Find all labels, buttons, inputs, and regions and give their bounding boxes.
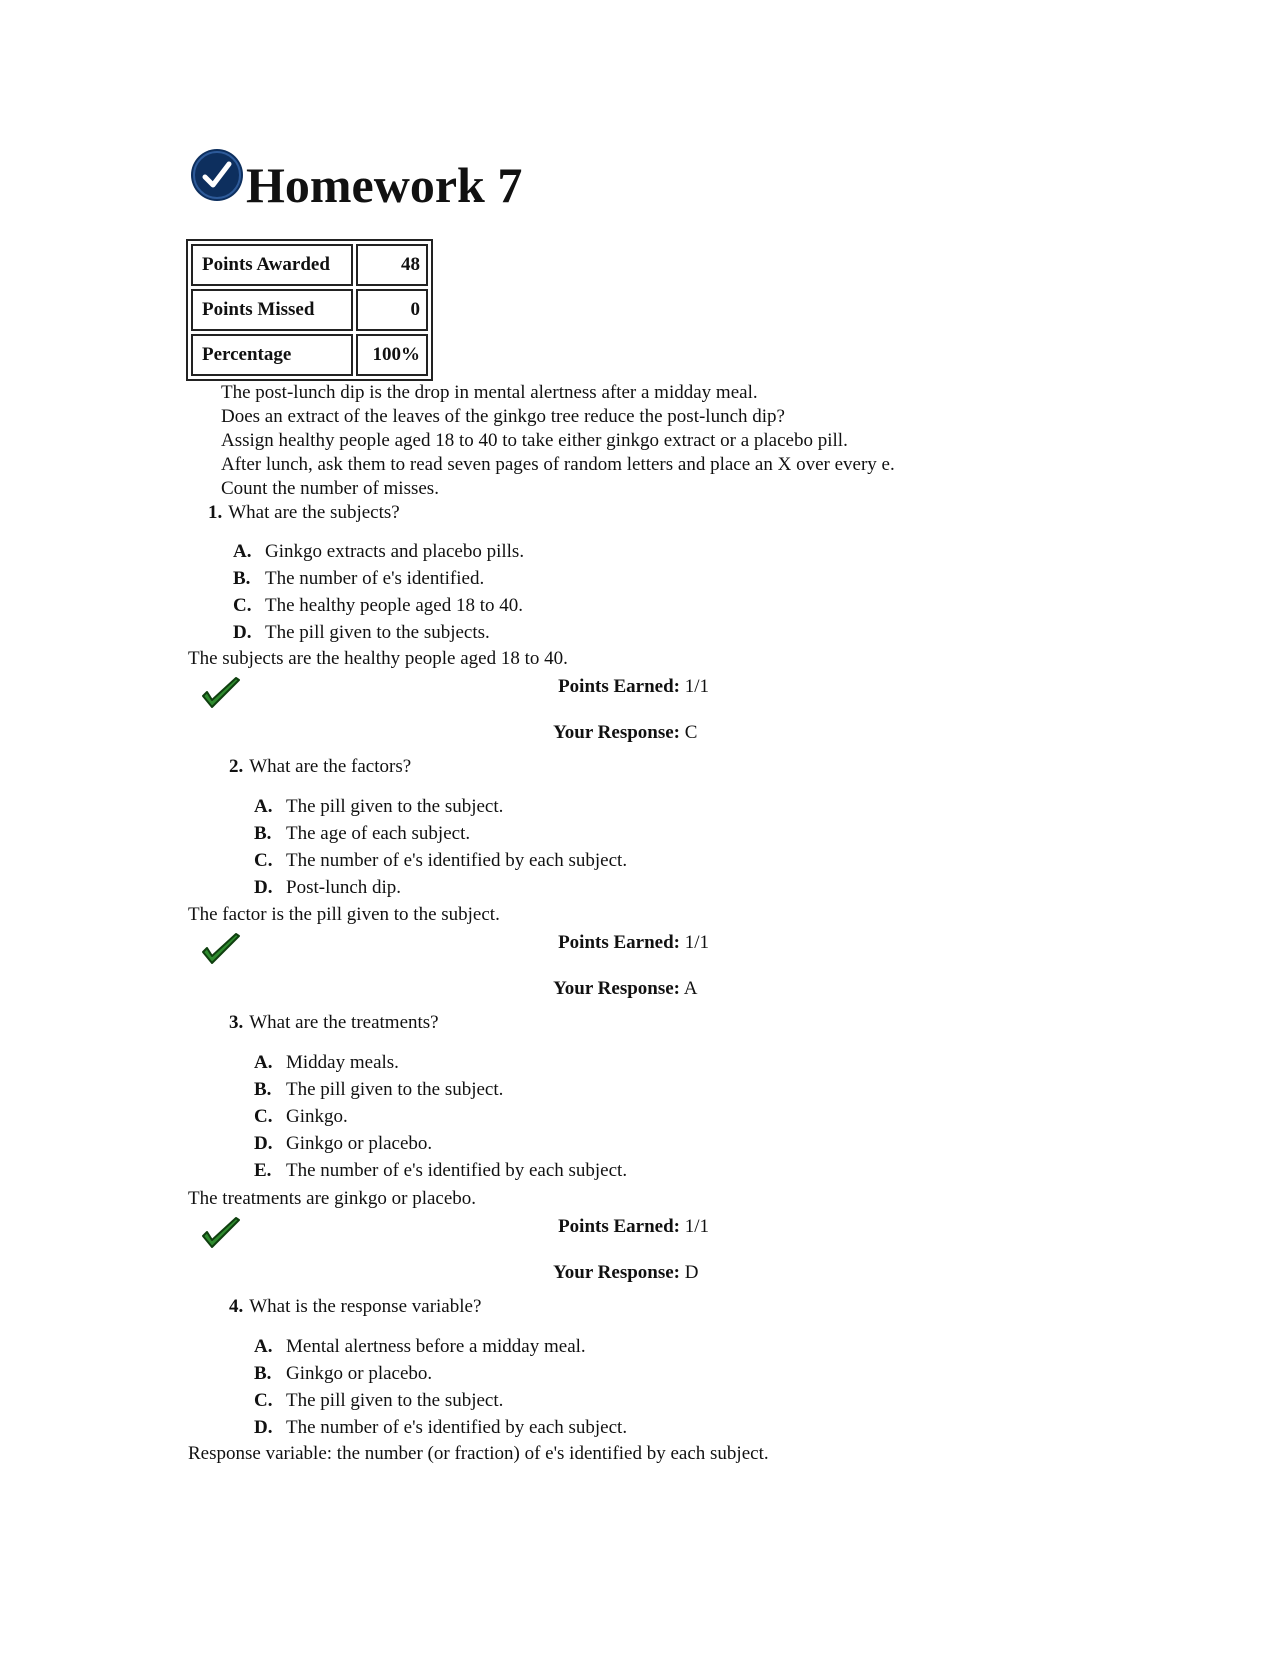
option-item <box>254 793 627 820</box>
points-earned <box>538 1216 709 1238</box>
option-item <box>254 847 627 874</box>
question-1 <box>208 502 400 524</box>
option-item <box>233 565 524 592</box>
your-response-value: D <box>684 1262 699 1283</box>
option-text: Post-lunch dip. <box>286 877 402 898</box>
option-item <box>254 1076 627 1103</box>
points-earned-label: Points Earned: <box>558 1216 680 1237</box>
option-text: The age of each subject. <box>286 823 471 844</box>
score-value: 100% <box>356 334 428 376</box>
points-earned <box>538 932 709 954</box>
question-2 <box>229 756 411 778</box>
points-earned-value: 1/1 <box>684 1216 710 1237</box>
option-letter: D. <box>254 1417 273 1438</box>
question-number: 2. <box>229 756 244 777</box>
option-letter: C. <box>254 1390 273 1411</box>
score-row <box>191 334 428 376</box>
score-value: 48 <box>356 244 428 286</box>
page-title: Homework 7 <box>246 157 523 213</box>
option-letter: A. <box>254 1052 273 1073</box>
option-text: Ginkgo extracts and placebo pills. <box>265 541 525 562</box>
option-item <box>254 1414 627 1441</box>
score-label: Points Missed <box>191 289 353 331</box>
intro-line: The post-lunch dip is the drop in mental alertness after a midday meal. <box>221 382 758 403</box>
option-text: Ginkgo. <box>286 1106 348 1127</box>
question-number: 1. <box>208 502 223 523</box>
option-text: The number of e's identified by each subject. <box>286 850 628 871</box>
your-response-value: C <box>684 722 698 743</box>
option-text: Ginkgo or placebo. <box>286 1133 433 1154</box>
your-response <box>538 722 697 744</box>
option-text: The number of e's identified by each subject. <box>286 1417 628 1438</box>
option-letter: B. <box>233 568 251 589</box>
option-letter: B. <box>254 1363 272 1384</box>
options-2 <box>254 793 627 901</box>
option-item <box>254 820 627 847</box>
score-table <box>186 239 433 381</box>
option-item <box>254 1157 627 1184</box>
correct-check-icon <box>200 676 242 712</box>
option-text: The healthy people aged 18 to 40. <box>265 595 524 616</box>
option-text: The number of e's identified by each subject. <box>286 1160 628 1181</box>
score-row <box>191 244 428 286</box>
question-text: What are the factors? <box>249 756 412 777</box>
points-earned <box>538 676 709 698</box>
points-earned-value: 1/1 <box>684 676 710 697</box>
intro-line: Assign healthy people aged 18 to 40 to take either ginkgo extract or a placebo pill. <box>221 430 848 451</box>
option-letter: D. <box>254 877 273 898</box>
option-letter: A. <box>233 541 252 562</box>
intro-line: After lunch, ask them to read seven pages of random letters and place an X over every e. <box>221 454 895 475</box>
option-text: Mental alertness before a midday meal. <box>286 1336 586 1357</box>
option-item <box>254 1103 627 1130</box>
option-letter: A. <box>254 796 273 817</box>
correct-check-icon <box>200 1216 242 1252</box>
points-earned-value: 1/1 <box>684 932 710 953</box>
option-item <box>254 874 627 901</box>
checkmark-badge-icon <box>190 148 244 202</box>
options-4 <box>254 1333 627 1441</box>
option-item <box>254 1333 627 1360</box>
question-text: What is the response variable? <box>249 1296 482 1317</box>
option-letter: B. <box>254 1079 272 1100</box>
option-text: Ginkgo or placebo. <box>286 1363 433 1384</box>
option-item <box>254 1049 627 1076</box>
score-label: Percentage <box>191 334 353 376</box>
points-earned-label: Points Earned: <box>558 676 680 697</box>
question-4 <box>229 1296 481 1318</box>
correct-check-icon <box>200 932 242 968</box>
your-response-label: Your Response: <box>553 978 680 999</box>
question-number: 3. <box>229 1012 244 1033</box>
question-text: What are the subjects? <box>228 502 400 523</box>
option-text: The pill given to the subject. <box>286 1079 504 1100</box>
intro-text <box>221 381 895 501</box>
intro-line: Does an extract of the leaves of the ginkgo tree reduce the post-lunch dip? <box>221 406 785 427</box>
explanation: The treatments are ginkgo or placebo. <box>188 1188 477 1209</box>
option-text: The pill given to the subjects. <box>265 622 490 643</box>
option-letter: C. <box>233 595 252 616</box>
option-item <box>254 1130 627 1157</box>
option-text: The pill given to the subject. <box>286 1390 504 1411</box>
intro-line: Count the number of misses. <box>221 478 439 499</box>
option-item <box>233 619 524 646</box>
option-letter: A. <box>254 1336 273 1357</box>
option-text: The number of e's identified. <box>265 568 485 589</box>
option-letter: E. <box>254 1160 272 1181</box>
score-label: Points Awarded <box>191 244 353 286</box>
question-number: 4. <box>229 1296 244 1317</box>
question-3 <box>229 1012 439 1034</box>
option-item <box>254 1387 627 1414</box>
option-item <box>233 538 524 565</box>
option-item <box>233 592 524 619</box>
option-letter: D. <box>254 1133 273 1154</box>
option-letter: C. <box>254 850 273 871</box>
points-earned-label: Points Earned: <box>558 932 680 953</box>
your-response <box>538 978 697 1000</box>
option-text: Midday meals. <box>286 1052 399 1073</box>
score-row <box>191 289 428 331</box>
explanation: Response variable: the number (or fraction) of e's identified by each subject. <box>188 1443 769 1464</box>
question-text: What are the treatments? <box>249 1012 439 1033</box>
your-response-label: Your Response: <box>553 722 680 743</box>
option-letter: C. <box>254 1106 273 1127</box>
your-response-label: Your Response: <box>553 1262 680 1283</box>
your-response <box>538 1262 698 1284</box>
explanation: The factor is the pill given to the subject. <box>188 904 500 925</box>
explanation: The subjects are the healthy people aged 18 to 40. <box>188 648 568 669</box>
option-text: The pill given to the subject. <box>286 796 504 817</box>
options-1 <box>233 538 524 646</box>
options-3 <box>254 1049 627 1184</box>
option-letter: B. <box>254 823 272 844</box>
score-value: 0 <box>356 289 428 331</box>
option-item <box>254 1360 627 1387</box>
your-response-value: A <box>683 978 698 999</box>
option-letter: D. <box>233 622 252 643</box>
title-row <box>190 148 523 213</box>
